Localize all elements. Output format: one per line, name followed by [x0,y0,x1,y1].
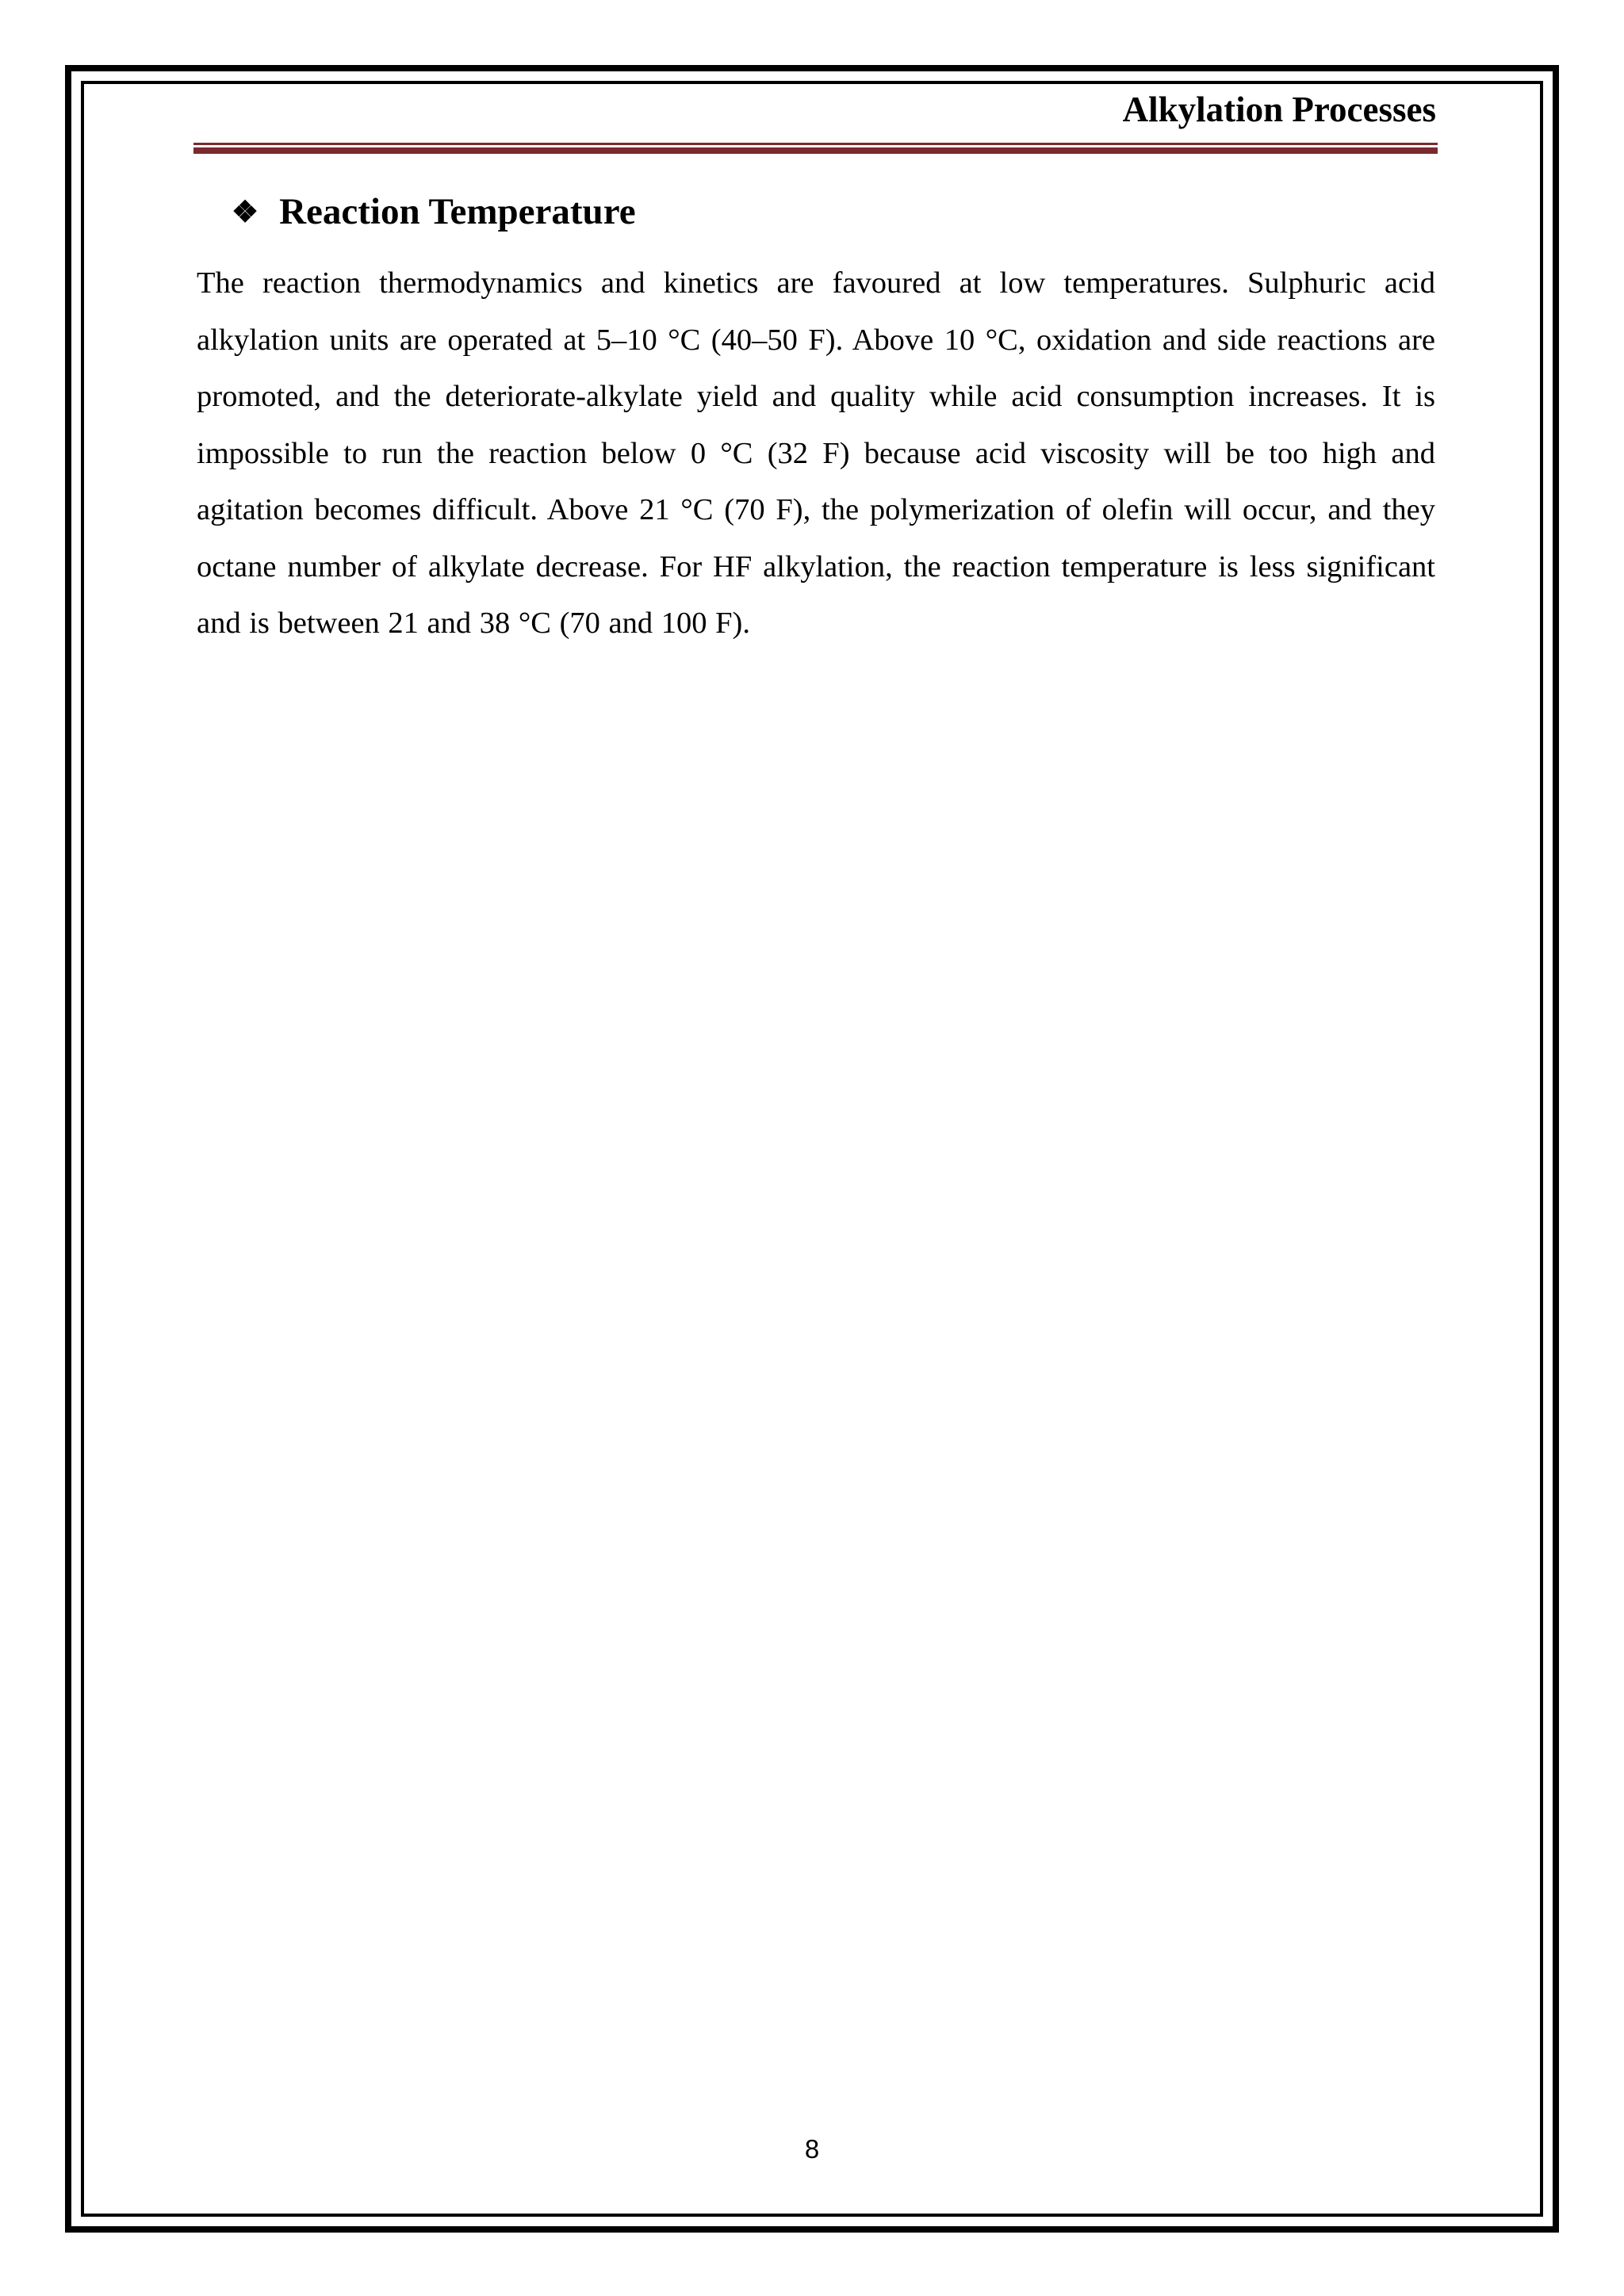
header-rule-thick [193,147,1438,154]
section-heading-text: Reaction Temperature [279,191,636,232]
header-rule-thin [193,143,1438,145]
section-heading [232,190,636,233]
diamond-bullet-icon: ❖ [232,195,259,229]
page-number: 8 [804,2134,820,2164]
body-paragraph: The reaction thermodynamics and kinetics are favoured at low temperatures. Sulphuric acid alkylation units are operated at 5–10 °C (40–50 F). Above 10 °C, oxidation and side reactions are promoted, and the deteriorate-alkylate yield and quality while acid consumption increases. It is impossible to run the reaction below 0 °C (32 F) because acid viscosity will be too high and agitation becomes difficult. Above 21 °C (70 F), the polymerization of olefin will occur, and they octane number of alkylate decrease. For HF alkylation, the reaction temperature is less significant and is between 21 and 38 °C (70 and 100 F). [197,266,1435,640]
running-header-title: Alkylation Processes [1122,90,1436,129]
